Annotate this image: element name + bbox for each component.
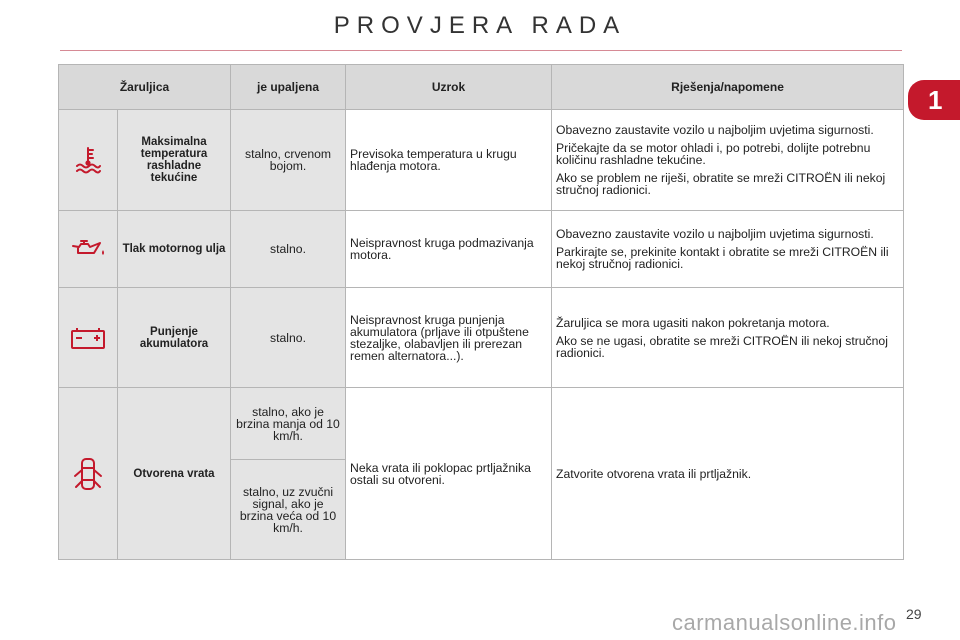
- door-open-icon: [63, 456, 113, 492]
- lamp-solutions: [552, 211, 904, 288]
- table-row: [59, 288, 904, 388]
- lamp-lit-condition: stalno, uz zvučni signal, ako je brzina veća od 10 km/h.: [231, 460, 346, 560]
- lamp-name: Maksimalna temperatura rashladne tekućine: [118, 110, 231, 211]
- battery-icon: [63, 326, 113, 350]
- icon-cell: [59, 110, 118, 211]
- table-row: [59, 388, 904, 460]
- lamp-lit-condition: stalno.: [231, 288, 346, 388]
- lamp-cause: Neispravnost kruga podmazivanja motora.: [346, 211, 552, 288]
- solution-text: Ako se problem ne riješi, obratite se mreži CITROËN ili nekoj stručnoj radionici.: [556, 171, 886, 197]
- solution-text: Obavezno zaustavite vozilo u najboljim uvjetima sigurnosti.: [556, 227, 874, 241]
- oil-pressure-icon: [63, 238, 113, 260]
- lamp-cause: Neispravnost kruga punjenja akumulatora (prljave ili otpuštene stezaljke, olabavljen ili prerezan remen alternatora...).: [346, 288, 552, 388]
- lamp-name: Otvorena vrata: [118, 388, 231, 560]
- table-header-row: [59, 65, 904, 110]
- lamp-name: Tlak motornog ulja: [118, 211, 231, 288]
- header-lit: je upaljena: [231, 65, 346, 110]
- header-lamp: Žaruljica: [59, 65, 231, 110]
- lamp-lit-condition: stalno, ako je brzina manja od 10 km/h.: [231, 388, 346, 460]
- icon-cell: [59, 288, 118, 388]
- page-title: PROVJERA RADA: [333, 12, 627, 39]
- page-number: 29: [906, 606, 922, 622]
- solution-text: Ako se ne ugasi, obratite se mreži CITROËN ili nekoj stručnoj radionici.: [556, 333, 888, 360]
- title-divider: [60, 50, 902, 51]
- solution-text: Zatvorite otvorena vrata ili prtljažnik.: [556, 466, 752, 481]
- lamp-name: Punjenje akumulatora: [118, 288, 231, 388]
- solution-text: Obavezno zaustavite vozilo u najboljim uvjetima sigurnosti.: [556, 123, 874, 137]
- icon-cell: [59, 211, 118, 288]
- solution-text: Žaruljica se mora ugasiti nakon pokretanja motora.: [556, 315, 830, 330]
- lamp-solutions: [552, 110, 904, 211]
- header-cause: Uzrok: [346, 65, 552, 110]
- lamp-lit-condition: stalno.: [231, 211, 346, 288]
- lamp-cause: Previsoka temperatura u krugu hlađenja motora.: [346, 110, 552, 211]
- lamp-cause: Neka vrata ili poklopac prtljažnika ostali su otvoreni.: [346, 388, 552, 560]
- lamp-solutions: [552, 288, 904, 388]
- header-solutions: Rješenja/napomene: [552, 65, 904, 110]
- watermark: carmanualsonline.info: [672, 610, 897, 635]
- lamp-solutions: [552, 388, 904, 560]
- table-row: [59, 211, 904, 288]
- lamp-lit-condition: stalno, crvenom bojom.: [231, 110, 346, 211]
- solution-text: Pričekajte da se motor ohladi i, po potrebi, dolijte potrebnu količinu rashladne tekućine.: [556, 141, 871, 167]
- table-row: [59, 110, 904, 211]
- warning-lights-table: [58, 64, 904, 560]
- coolant-temperature-icon: [63, 146, 113, 174]
- chapter-tab[interactable]: 1: [908, 80, 960, 120]
- icon-cell: [59, 388, 118, 560]
- solution-text: Parkirajte se, prekinite kontakt i obratite se mreži CITROËN ili nekoj stručnoj radionici.: [556, 245, 889, 271]
